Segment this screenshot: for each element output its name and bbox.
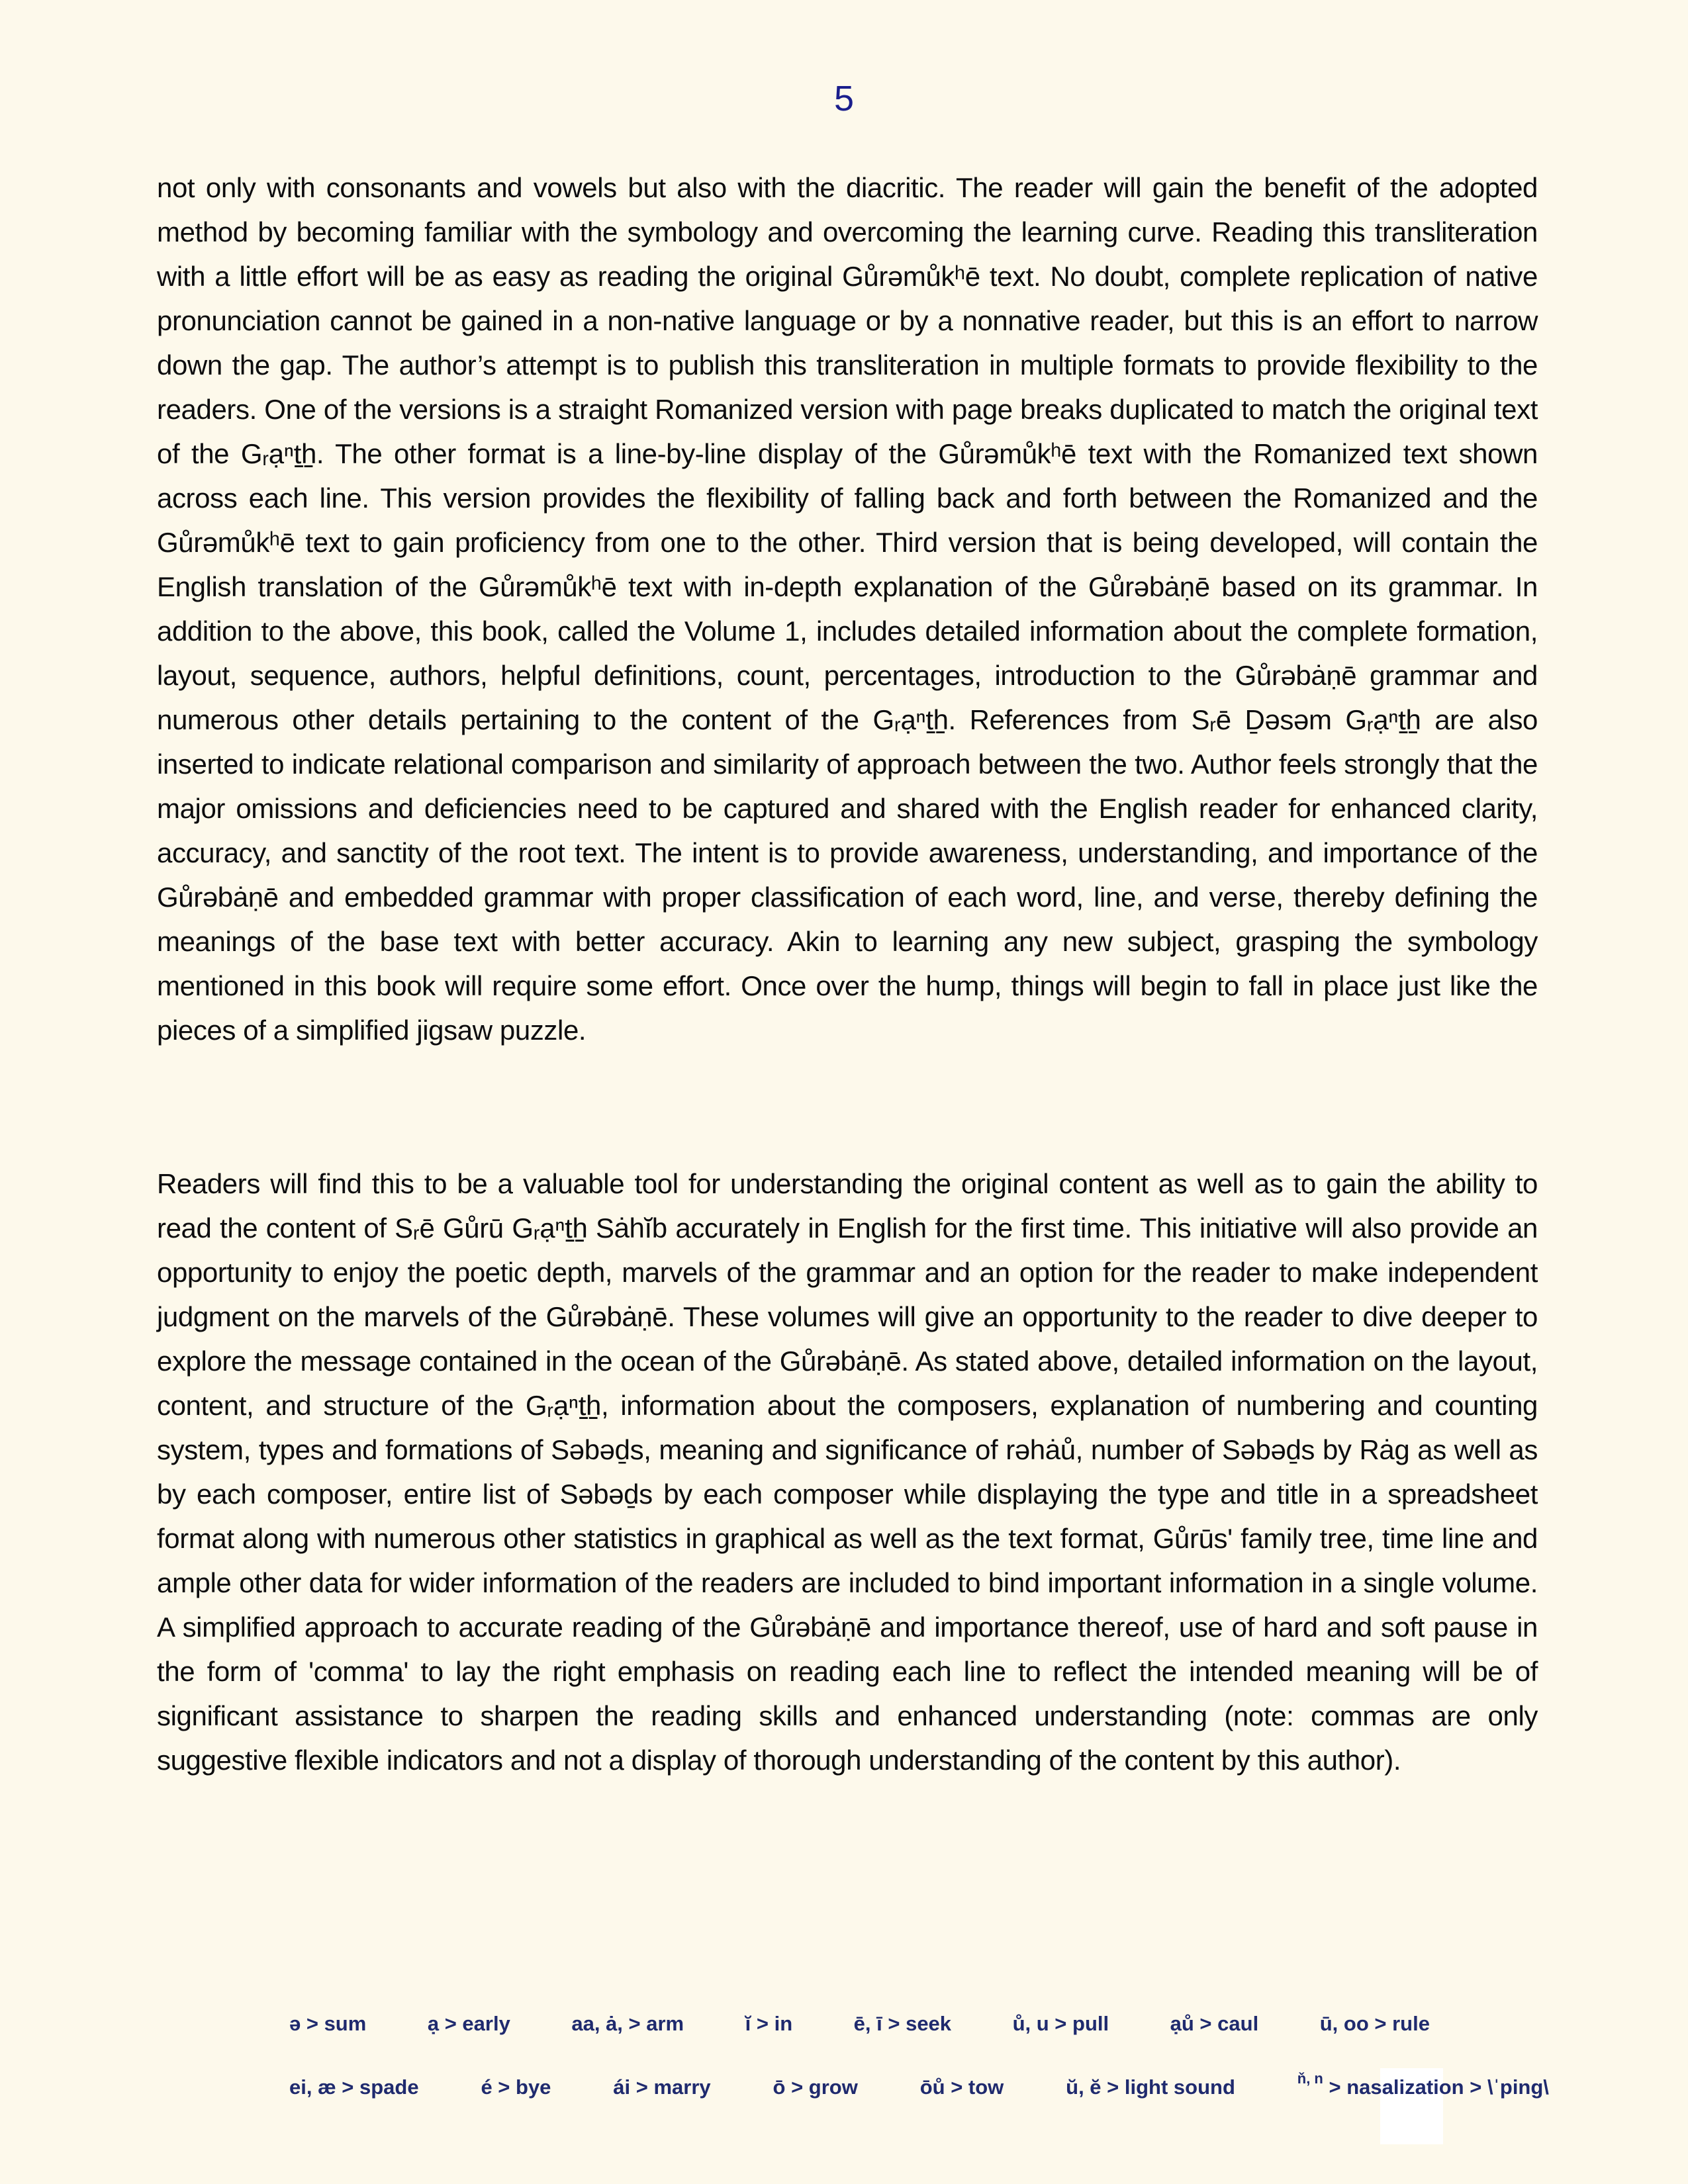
legend-entry: ạ > early	[427, 2012, 510, 2035]
legend-entry: ŭ, ĕ > light sound	[1066, 2075, 1235, 2099]
nasalization-superscript: ň, n	[1297, 2070, 1323, 2087]
page-number: 5	[833, 79, 855, 118]
legend-entry: ei, æ > spade	[289, 2075, 419, 2099]
legend-entry: ōů > tow	[919, 2075, 1004, 2099]
legend-entry: ē, ī > seek	[853, 2012, 952, 2035]
legend-entry: ái > marry	[613, 2075, 711, 2099]
pronunciation-legend-row-1	[289, 2012, 1430, 2036]
paragraph-1: not only with consonants and vowels but also with the diacritic. The reader will gain the benefit of the adopted method by becoming familiar with the symbology and overcoming the learning curve. Reading this transliteration with a little effort will be as easy as reading the original Gůrəmůkʰē text. No doubt, complete replication of native pronunciation cannot be gained in a non-native language or by a nonnative reader, but this is an effort to narrow down the gap. The author’s attempt is to publish this transliteration in multiple formats to provide flexibility to the readers. One of the versions is a straight Romanized version with page breaks duplicated to match the original text of the Gᵣạⁿt̠h̠. The other format is a line-by-line display of the Gůrəmůkʰē text with the Romanized text shown across each line. This version provides the flexibility of falling back and forth between the Romanized and the Gůrəmůkʰē text to gain proficiency from one to the other. Third version that is being developed, will contain the English translation of the Gůrəmůkʰē text with in-depth explanation of the Gůrəbȧṇē based on its grammar. In addition to the above, this book, called the Volume 1, includes detailed information about the complete formation, layout, sequence, authors, helpful definitions, count, percentages, introduction to the Gůrəbȧṇē grammar and numerous other details pertaining to the content of the Gᵣạⁿt̠h̠. References from Sᵣē Ḏəsəm Gᵣạⁿt̠h̠ are also inserted to indicate relational comparison and similarity of approach between the two. Author feels strongly that the major omissions and deficiencies need to be captured and shared with the English reader for enhanced clarity, accuracy, and sanctity of the root text. The intent is to provide awareness, understanding, and importance of the Gůrəbȧṇē and embedded grammar with proper classification of each word, line, and verse, thereby defining the meanings of the base text with better accuracy. Akin to learning any new subject, grasping the symbology mentioned in this book will require some effort. Once over the hump, things will begin to fall in place just like the pieces of a simplified jigsaw puzzle.	[157, 172, 1538, 1046]
legend-entry: ə > sum	[289, 2012, 367, 2035]
legend-entry-nasalization	[1297, 2070, 1549, 2099]
legend-entry: ō > grow	[773, 2075, 858, 2099]
legend-entry: ĭ > in	[745, 2012, 793, 2035]
nasalization-text: > nasalization > \ˈping\	[1323, 2075, 1549, 2099]
paragraph-2: Readers will find this to be a valuable tool for understanding the original content as well as to gain the ability to read the content of Sᵣē Gůrū Gᵣạⁿt̠h̠ Sȧhĭb accurately in English for the first time. This initiative will also provide an opportunity to enjoy the poetic depth, marvels of the grammar and an option for the reader to make independent judgment on the marvels of the Gůrəbȧṇē. These volumes will give an opportunity to the reader to dive deeper to explore the message contained in the ocean of the Gůrəbȧṇē. As stated above, detailed information on the layout, content, and structure of the Gᵣạⁿt̠h̠, information about the composers, explanation of numbering and counting system, types and formations of Səbəḏs, meaning and significance of rəhȧů, number of Səbəḏs by Rȧg as well as by each composer, entire list of Səbəḏs by each composer while displaying the type and title in a spreadsheet format along with numerous other statistics in graphical as well as the text format, Gůrūs' family tree, time line and ample other data for wider information of the readers are included to bind important information in a single volume. A simplified approach to accurate reading of the Gůrəbȧṇē and importance thereof, use of hard and soft pause in the form of 'comma' to lay the right emphasis on reading each line to reflect the intended meaning will be of significant assistance to sharpen the reading skills and enhanced understanding (note: commas are only suggestive flexible indicators and not a display of thorough understanding of the content by this author).	[157, 1168, 1538, 1776]
legend-entry: ů, u > pull	[1012, 2012, 1109, 2035]
body-text	[157, 165, 1538, 1782]
legend-entry: é > bye	[481, 2075, 551, 2099]
legend-entry: aa, ȧ, > arm	[571, 2012, 684, 2035]
legend-entry: ạů > caul	[1170, 2012, 1259, 2035]
legend-entry: ū, oo > rule	[1319, 2012, 1430, 2035]
pronunciation-legend-row-2	[289, 2070, 1549, 2099]
